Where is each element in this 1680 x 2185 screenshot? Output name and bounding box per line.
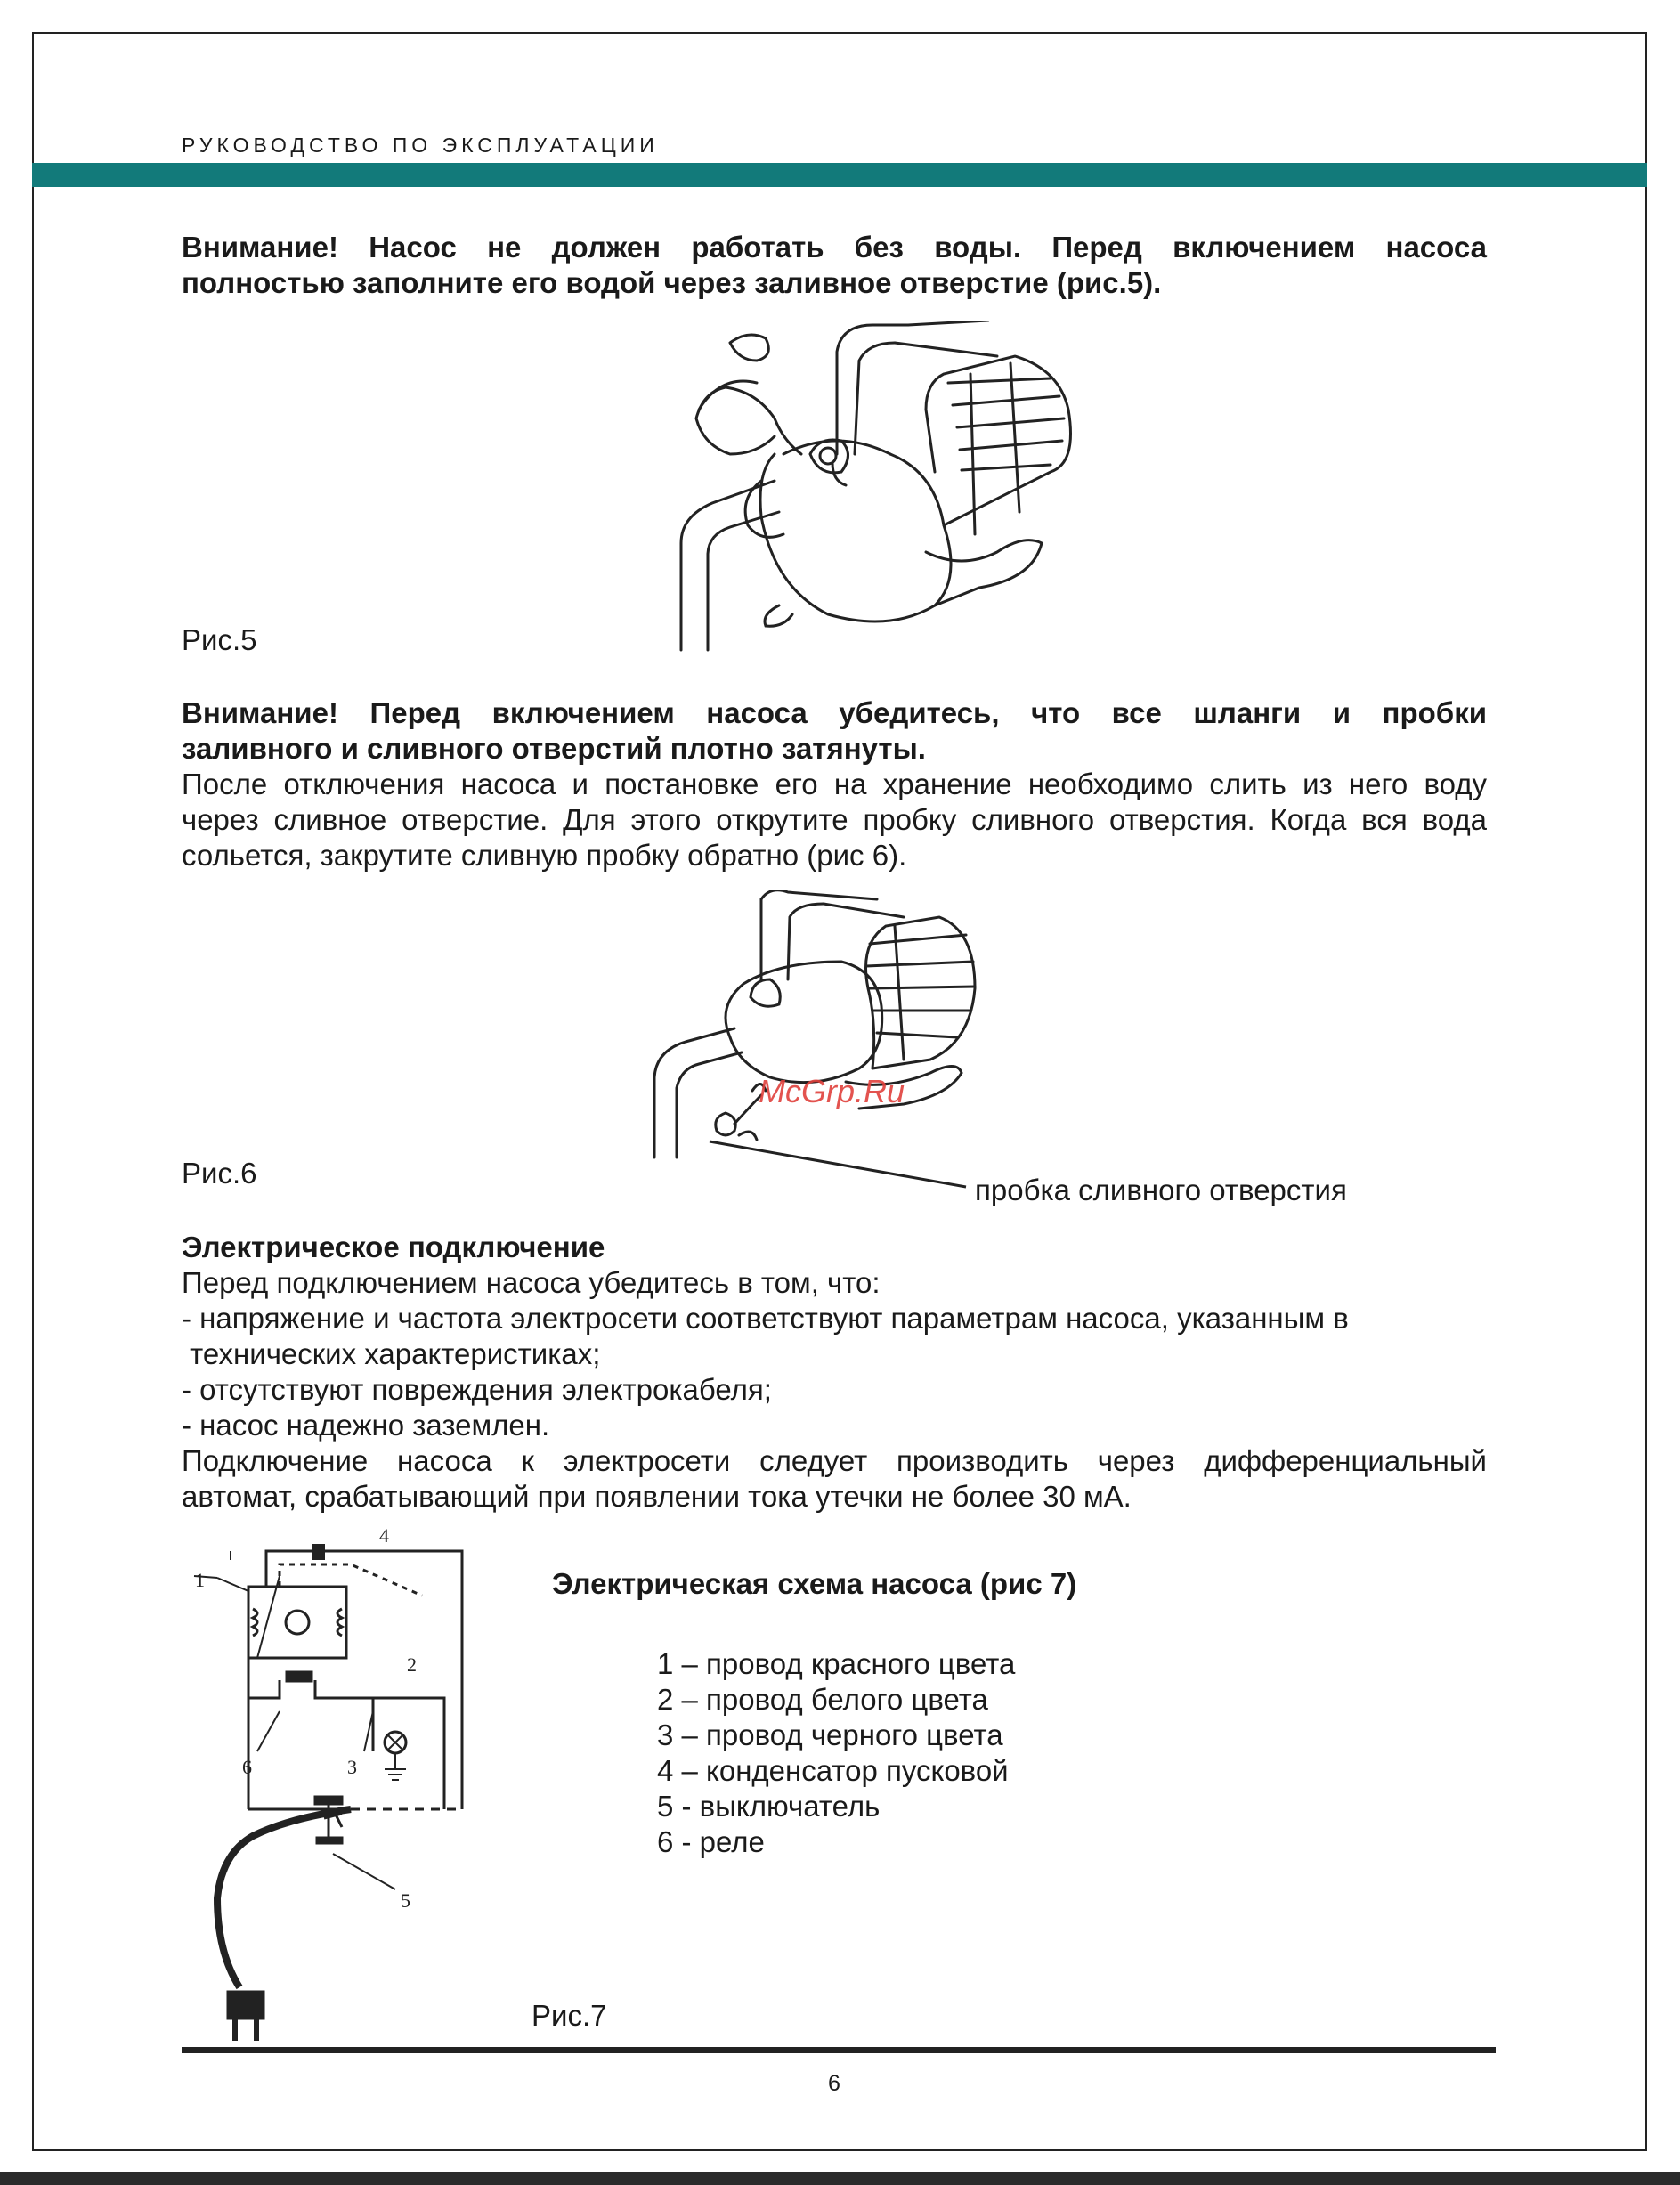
figure-7-title: Электрическая схема насоса (рис 7) (552, 1567, 1077, 1600)
storage-line: сольется, закрутите сливную пробку обратно (рис 6). (182, 839, 907, 872)
figure-6-caption: Рис.6 (182, 1157, 257, 1190)
warning-paragraph-1 (182, 230, 1487, 301)
storage-line: через сливное отверстие. Для этого открутите пробку сливного отверстия. Когда вся вода (182, 803, 1487, 836)
warning1-line: Внимание! Насос не должен работать без воды. Перед включением насоса (182, 231, 1487, 264)
warning-paragraph-2 (182, 695, 1487, 767)
figure-7-wiring-diagram (182, 1524, 502, 2050)
callout-leader-line (708, 1138, 970, 1191)
diagram-label-2: 2 (407, 1653, 417, 1676)
legend-item: 5 - выключатель (657, 1790, 881, 1823)
electrical-list-item: - отсутствуют повреждения электрокабеля; (182, 1373, 772, 1406)
storage-line: После отключения насоса и постановке его на хранение необходимо слить из него воду (182, 768, 1487, 800)
legend-item: 6 - реле (657, 1825, 765, 1858)
diagram-label-1: 1 (195, 1569, 205, 1591)
electrical-list-item: технических характеристиках; (182, 1337, 601, 1370)
electrical-note-line: автомат, срабатывающий при появлении тока утечки не более 30 мА. (182, 1480, 1132, 1513)
diagram-label-5: 5 (401, 1889, 410, 1912)
legend-item: 3 – провод черного цвета (657, 1718, 1003, 1751)
figure-5-caption: Рис.5 (182, 623, 257, 656)
footer-rule (182, 2047, 1496, 2053)
diagram-label-4: 4 (379, 1524, 389, 1547)
figure-7-caption: Рис.7 (532, 1999, 607, 2032)
electrical-list-item: - напряжение и частота электросети соответствуют параметрам насоса, указанным в (182, 1302, 1349, 1335)
drain-plug-callout: пробка сливного отверстия (975, 1174, 1347, 1206)
warning2-line: заливного и сливного отверстий плотно затянуты. (182, 732, 926, 765)
diagram-label-3: 3 (347, 1756, 357, 1778)
storage-paragraph (182, 767, 1487, 873)
electrical-note-line: Подключение насоса к электросети следует производить через дифференциальный (182, 1444, 1487, 1477)
diagram-label-6: 6 (242, 1756, 252, 1778)
electrical-section (182, 1230, 1487, 1515)
page-number: 6 (828, 2071, 840, 2096)
header-title: РУКОВОДСТВО ПО ЭКСПЛУАТАЦИИ (182, 134, 659, 157)
warning1-line: полностью заполните его водой через заливное отверстие (рис.5). (182, 266, 1162, 299)
electrical-intro: Перед подключением насоса убедитесь в том, что: (182, 1266, 881, 1299)
legend-item: 4 – конденсатор пусковой (657, 1754, 1009, 1787)
electrical-list-item: - насос надежно заземлен. (182, 1409, 550, 1442)
figure-5-pump-filling (677, 321, 1086, 652)
electrical-heading: Электрическое подключение (182, 1231, 605, 1263)
warning2-line: Внимание! Перед включением насоса убедитесь, что все шланги и пробки (182, 696, 1487, 729)
bottom-strip (0, 2172, 1680, 2185)
legend-item: 2 – провод белого цвета (657, 1683, 988, 1716)
figure-6-pump-draining (637, 890, 993, 1162)
watermark: McGrp.Ru (759, 1073, 905, 1109)
header-bar (32, 163, 1647, 187)
legend-item: 1 – провод красного цвета (657, 1647, 1016, 1680)
